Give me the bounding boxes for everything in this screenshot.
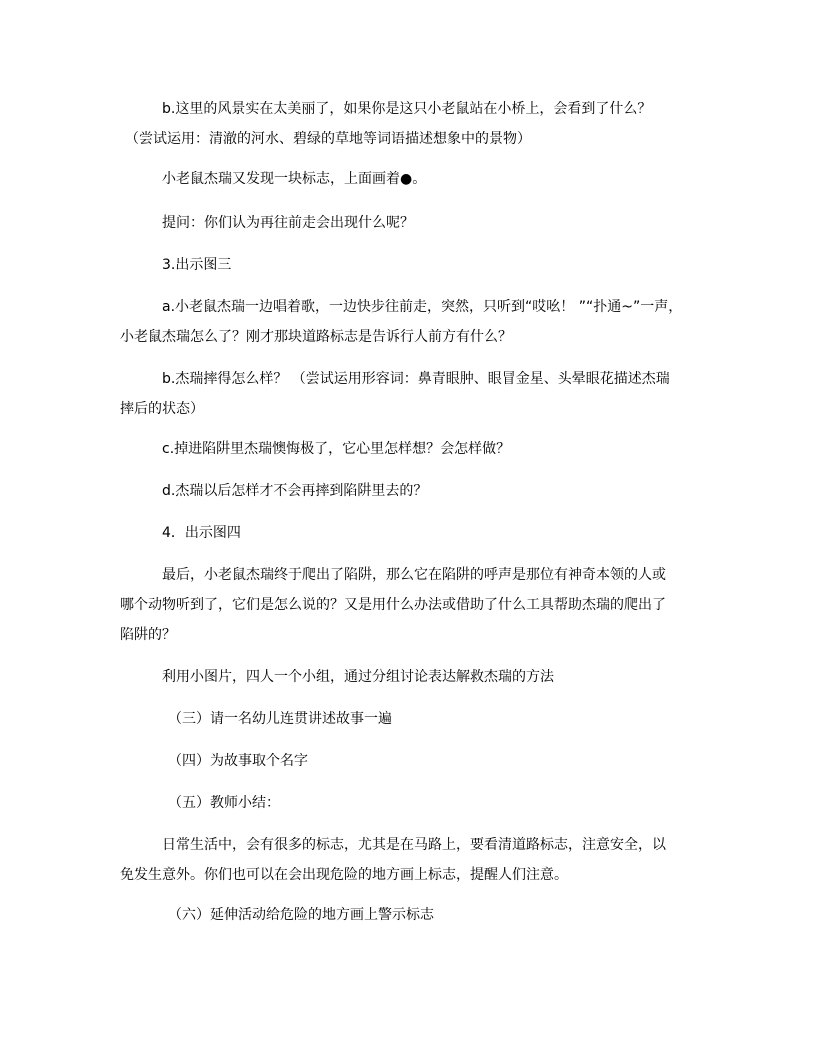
section-4 [120,746,696,776]
paragraph-line: （五）教师小结： [168,795,280,811]
section-3 [120,704,696,734]
heading-picture-3 [120,250,696,280]
paragraph-line: b.杰瑞摔得怎么样？ （尝试运用形容词：鼻青眼肿、眼冒金星、头晕眼花描述杰瑞 [162,371,670,387]
paragraph-summary [120,830,696,890]
paragraph-line: （六）延伸活动给危险的地方画上警示标志 [168,907,434,923]
section-5 [120,788,696,818]
section-6 [120,900,696,930]
paragraph-line: 提问：你们认为再往前走会出现什么呢？ [162,215,414,231]
paragraph-fall [120,364,696,424]
paragraph-line: 陷阱的？ [120,627,176,643]
paragraph-group [120,662,696,692]
paragraph-scenery-question [120,94,696,154]
heading-picture-4 [120,518,696,548]
paragraph-line: 4．出示图四 [162,525,241,541]
paragraph-line: 最后，小老鼠杰瑞终于爬出了陷阱，那么它在陷阱的呼声是那位有神奇本领的人或 [162,567,666,583]
paragraph-line: c.掉进陷阱里杰瑞懊悔极了，它心里怎样想？会怎样做？ [162,441,511,457]
paragraph-line: 免发生意外。你们也可以在会出现危险的地方画上标志，提醒人们注意。 [120,867,568,883]
paragraph-line: a.小老鼠杰瑞一边唱着歌，一边快步往前走，突然，只听到“哎吆！ ”“扑通~”一声， [162,299,683,315]
paragraph-finally [120,560,696,650]
paragraph-question [120,208,696,238]
paragraph-line: 摔后的状态） [120,401,204,417]
paragraph-line: 利用小图片，四人一个小组，通过分组讨论表达解救杰瑞的方法 [162,669,554,685]
paragraph-line: （四）为故事取个名字 [168,753,308,769]
paragraph-line: 3.出示图三 [162,257,232,273]
paragraph-line: 小老鼠杰瑞又发现一块标志，上面画着●。 [162,171,427,187]
paragraph-sign [120,164,696,194]
paragraph-trap [120,434,696,464]
paragraph-line: 日常生活中，会有很多的标志，尤其是在马路上，要看清道路标志，注意安全，以 [162,837,666,853]
paragraph-song [120,292,696,352]
paragraph-future [120,476,696,506]
paragraph-line: 小老鼠杰瑞怎么了？刚才那块道路标志是告诉行人前方有什么？ [120,329,512,345]
paragraph-line: d.杰瑞以后怎样才不会再摔到陷阱里去的？ [162,483,428,499]
paragraph-line: b.这里的风景实在太美丽了，如果你是这只小老鼠站在小桥上，会看到了什么？ [162,101,652,117]
paragraph-line: （尝试运用：清澈的河水、碧绿的草地等词语描述想象中的景物） [125,131,531,147]
paragraph-line: （三）请一名幼儿连贯讲述故事一遍 [168,711,392,727]
paragraph-line: 哪个动物听到了，它们是怎么说的？又是用什么办法或借助了什么工具帮助杰瑞的爬出了 [120,597,666,613]
